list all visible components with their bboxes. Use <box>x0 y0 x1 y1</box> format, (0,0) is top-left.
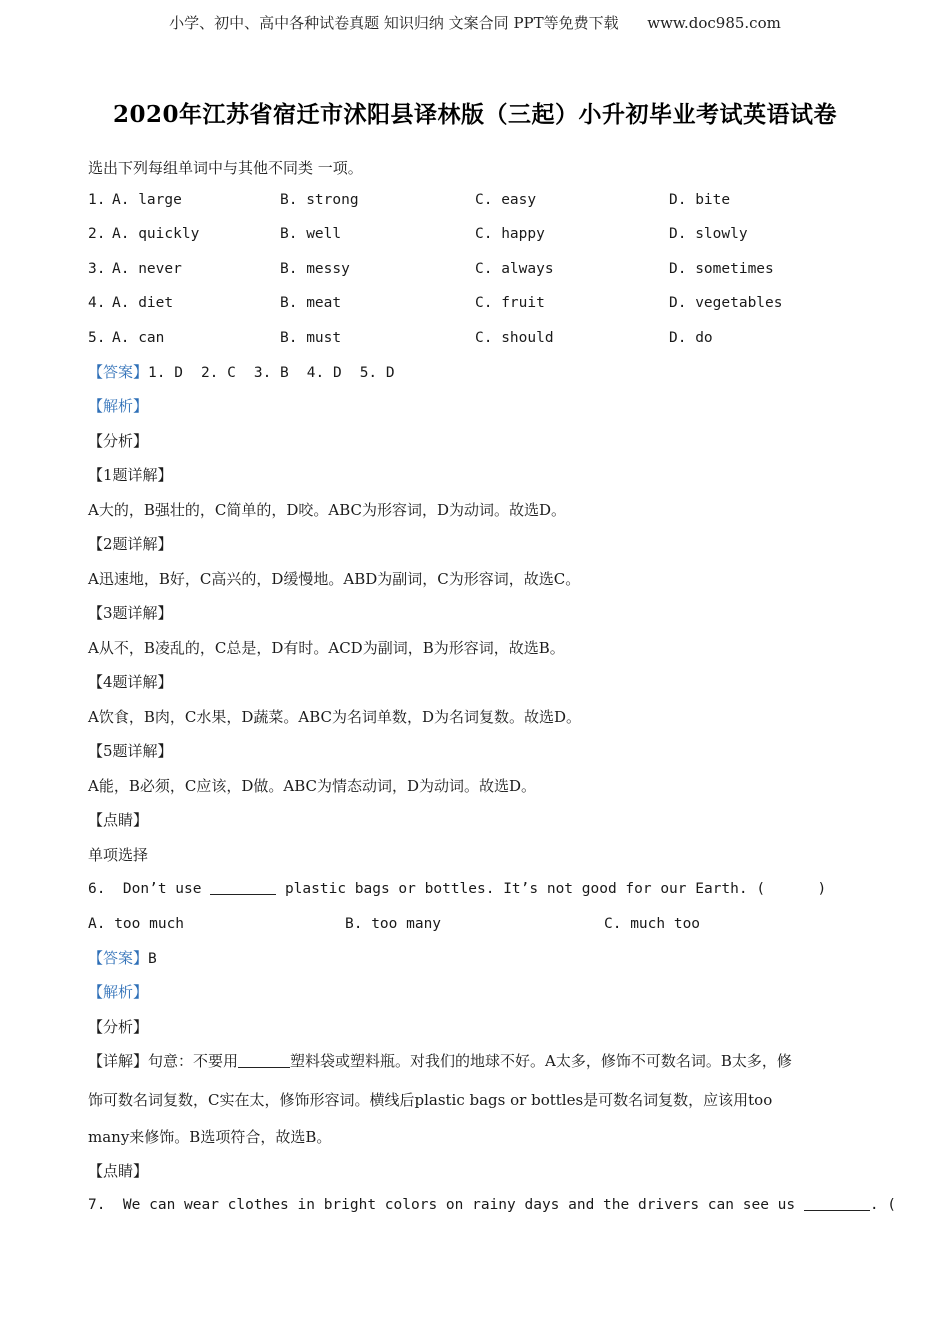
detail-text <box>88 1051 792 1071</box>
question-number: 3. <box>88 261 106 277</box>
answer-item: 2. C <box>200 365 236 381</box>
option-c: C. happy <box>475 226 545 242</box>
detail-label: 【详解】 <box>88 1052 149 1070</box>
option-a: A. diet <box>112 295 174 311</box>
section-title: 单项选择 <box>88 846 149 864</box>
answer-line <box>88 362 413 383</box>
question-number: 2. <box>88 226 106 242</box>
detail-text: A迅速地，B好，C高兴的，D缓慢地。ABD为副词，C为形容词，故选C。 <box>88 570 581 588</box>
question-text: 6. Don’t use <box>88 881 211 897</box>
detail-text-part: 塑料袋或塑料瓶。对我们的地球不好。A太多，修饰不可数名词。B太多，修 <box>290 1052 792 1070</box>
detail-text: many来修饰。B选项符合，故选B。 <box>88 1128 332 1146</box>
answer-value: B <box>148 951 157 967</box>
detail-heading: 【5题详解】 <box>88 742 173 760</box>
option-b: B. strong <box>280 192 359 208</box>
option-d: D. do <box>669 330 713 346</box>
analysis-label: 【解析】 <box>88 397 149 415</box>
answer-line <box>88 948 157 969</box>
question-number: 4. <box>88 295 106 311</box>
question-number: 5. <box>88 330 106 346</box>
question-text: plastic bags or bottles. It’s not good for our Earth. ( ) <box>276 881 827 897</box>
answer-label: 【答案】 <box>88 363 149 381</box>
option-b: B. well <box>280 226 342 242</box>
option-a: A. can <box>112 330 165 346</box>
option-a: A. quickly <box>112 226 200 242</box>
option-d: D. slowly <box>669 226 748 242</box>
answer-list <box>148 365 413 381</box>
fenxi-label: 【分析】 <box>88 1018 149 1036</box>
detail-heading: 【1题详解】 <box>88 466 173 484</box>
option-b: B. must <box>280 330 342 346</box>
answer-item: 5. D <box>359 365 395 381</box>
page-title: 2020年江苏省宿迁市沭阳县译林版（三起）小升初毕业考试英语试卷 <box>112 101 837 128</box>
analysis-label: 【解析】 <box>88 983 149 1001</box>
option-c: C. much too <box>604 916 701 932</box>
option-c: C. always <box>475 261 554 277</box>
option-a: A. too much <box>88 916 185 932</box>
question-text: 7. We can wear clothes in bright colors on rainy days and the drivers can see us <box>88 1197 804 1213</box>
detail-heading: 【4题详解】 <box>88 673 173 691</box>
option-d: D. vegetables <box>669 295 783 311</box>
answer-item: 4. D <box>306 365 342 381</box>
detail-heading: 【3题详解】 <box>88 604 173 622</box>
option-b: B. meat <box>280 295 342 311</box>
question-number: 1. <box>88 192 106 208</box>
detail-text: A饮食，B肉，C水果，D蔬菜。ABC为名词单数，D为名词复数。故选D。 <box>88 708 582 726</box>
question-6 <box>88 879 826 899</box>
detail-text: A能，B必须，C应该，D做。ABC为情态动词，D为动词。故选D。 <box>88 777 537 795</box>
detail-text: 饰可数名词复数，C实在太，修饰形容词。横线后plastic bags or bottles是可数名词复数，应该用too <box>88 1091 773 1109</box>
detail-heading: 【2题详解】 <box>88 535 173 553</box>
answer-item: 3. B <box>253 365 289 381</box>
question-7 <box>88 1195 896 1215</box>
question-text: . ( <box>869 1197 897 1213</box>
answer-blank <box>804 1196 870 1211</box>
option-a: A. large <box>112 192 182 208</box>
option-c: C. should <box>475 330 554 346</box>
option-c: C. fruit <box>475 295 545 311</box>
option-d: D. bite <box>669 192 731 208</box>
answer-label: 【答案】 <box>88 949 149 967</box>
detail-text: A大的，B强壮的，C简单的，D咬。ABC为形容词，D为动词。故选D。 <box>88 501 567 519</box>
option-d: D. sometimes <box>669 261 774 277</box>
option-b: B. messy <box>280 261 350 277</box>
dianjing-label: 【点睛】 <box>88 811 149 829</box>
option-a: A. never <box>112 261 182 277</box>
option-c: C. easy <box>475 192 537 208</box>
page-header: 小学、初中、高中各种试卷真题 知识归纳 文案合同 PPT等免费下载 www.doc985.com <box>169 14 781 32</box>
detail-text: A从不，B凌乱的，C总是，D有时。ACD为副词，B为形容词，故选B。 <box>88 639 565 657</box>
option-b: B. too many <box>345 916 442 932</box>
answer-blank <box>210 880 276 895</box>
dianjing-label: 【点睛】 <box>88 1162 149 1180</box>
answer-item: 1. D <box>148 365 183 381</box>
detail-text-part: 句意：不要用 <box>148 1052 239 1070</box>
instruction: 选出下列每组单词中与其他不同类 一项。 <box>88 159 363 177</box>
answer-blank <box>238 1053 290 1068</box>
fenxi-label: 【分析】 <box>88 432 149 450</box>
